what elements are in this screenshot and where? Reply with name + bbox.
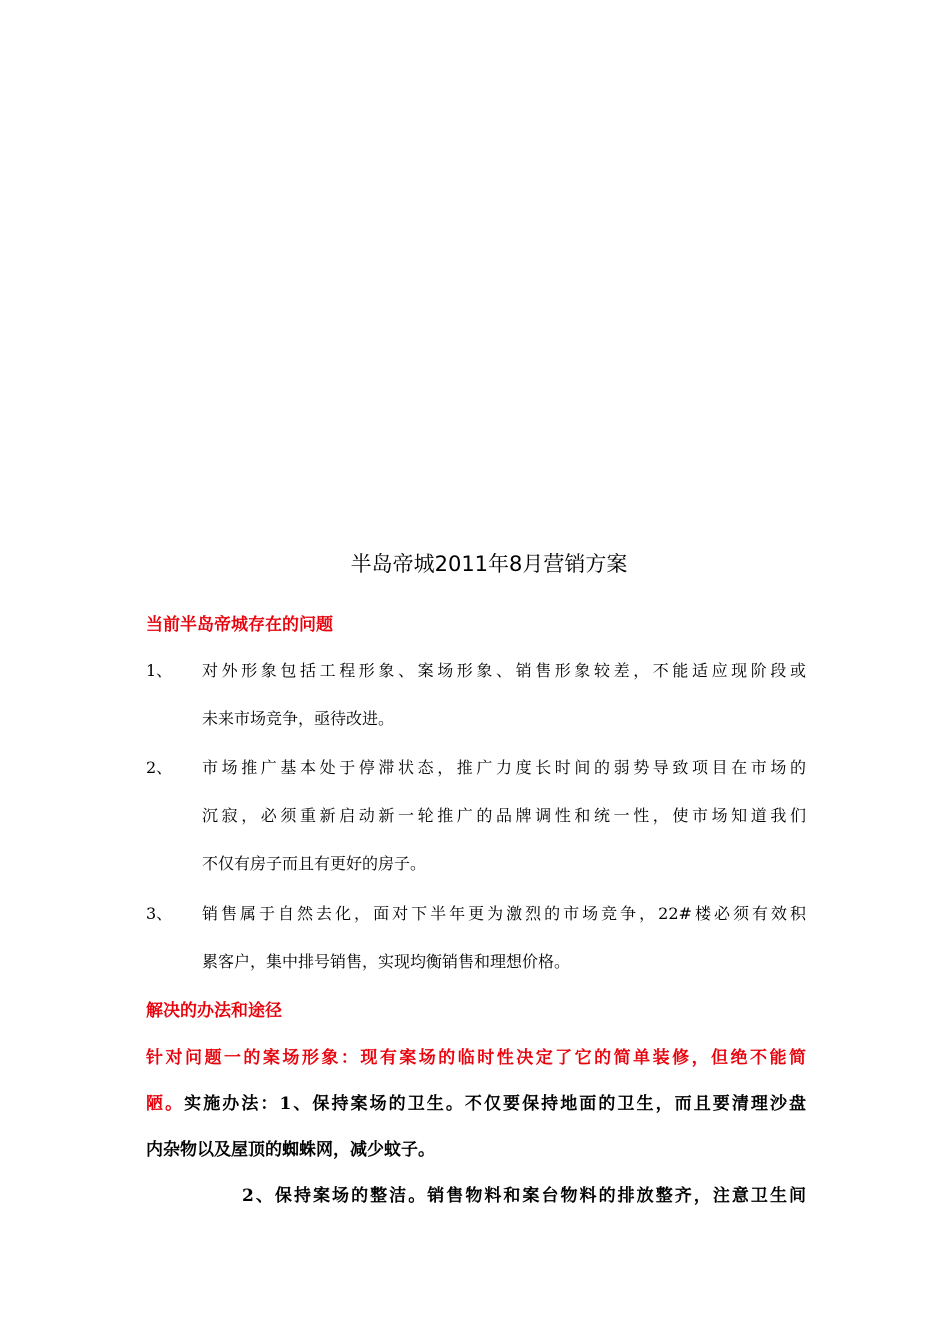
document-title: 半岛帝城2011年8月营销方案	[350, 552, 628, 576]
solution-line-2	[146, 1081, 806, 1127]
solution-red-fragment: 陋。	[146, 1094, 185, 1114]
section-heading-solutions: 解决的办法和途径	[146, 1001, 282, 1021]
problem-text	[202, 647, 806, 743]
problem-line: 未来市场竞争，亟待改进。	[202, 709, 395, 728]
problem-text	[202, 890, 806, 986]
solution-line-4: 2、保持案场的整洁。销售物料和案台物料的排放整齐，注意卫生间	[242, 1186, 806, 1206]
problem-number: 2、	[146, 758, 173, 777]
solution-paragraph	[146, 1035, 806, 1219]
problem-number: 1、	[146, 661, 173, 680]
problem-number: 3、	[146, 904, 173, 923]
problem-line: 累客户，集中排号销售，实现均衡销售和理想价格。	[202, 952, 571, 971]
solution-line-1: 针对问题一的案场形象：现有案场的临时性决定了它的简单装修，但绝不能简	[146, 1048, 806, 1068]
problem-text	[202, 744, 806, 888]
problem-line: 不仅有房子而且有更好的房子。	[202, 854, 427, 873]
problem-line: 对外形象包括工程形象、案场形象、销售形象较差，不能适应现阶段或	[202, 661, 806, 680]
solution-black-fragment: 实施办法：1、保持案场的卫生。不仅要保持地面的卫生，而且要清理沙盘	[184, 1094, 807, 1114]
problem-line: 沉寂，必须重新启动新一轮推广的品牌调性和统一性，使市场知道我们	[202, 806, 806, 825]
section-heading-problems: 当前半岛帝城存在的问题	[146, 615, 333, 635]
solution-line-3: 内杂物以及屋顶的蜘蛛网，减少蚊子。	[146, 1140, 435, 1160]
problem-line: 销售属于自然去化，面对下半年更为激烈的市场竞争，22#楼必须有效积	[202, 904, 806, 923]
problem-line: 市场推广基本处于停滞状态，推广力度长时间的弱势导致项目在市场的	[202, 758, 806, 777]
